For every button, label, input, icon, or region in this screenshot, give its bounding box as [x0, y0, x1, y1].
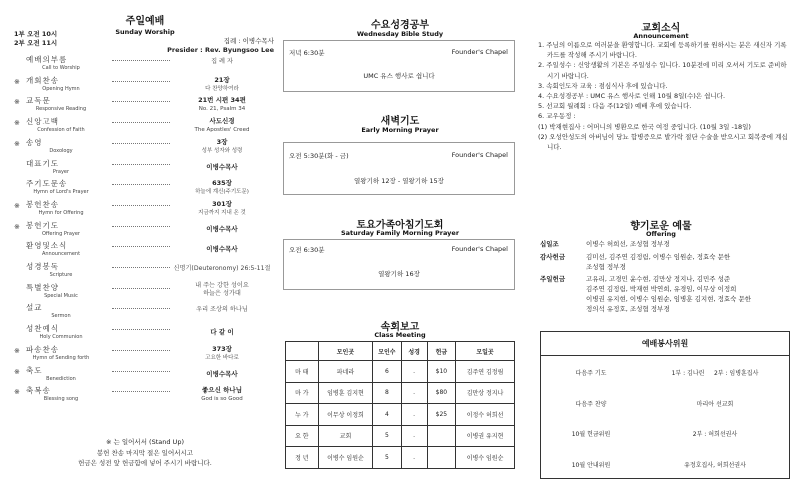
order-item — [14, 385, 276, 406]
class-header-cell: 모인곳 — [318, 342, 373, 361]
class-cell: 이무상 이정희 — [318, 404, 373, 426]
volunteer-row — [541, 417, 789, 448]
offering-title: 향기로운 예물 — [630, 221, 692, 232]
stand-mark: ※ — [14, 119, 20, 128]
class-cell: $10 — [427, 361, 455, 383]
order-title: 성찬예식 — [26, 324, 59, 334]
volunteer-names: 유정호집사, 허희선권사 — [684, 461, 746, 469]
order-detail: 우리 조상의 하나님 — [196, 306, 248, 314]
order-title: 대표기도 — [26, 158, 59, 168]
order-detail: 신명기(Deuteronomy) 26:5-11절 — [173, 265, 271, 272]
order-detail: 내 주는 강한 성이요 하늘은 성가대 — [195, 281, 249, 297]
leader-dots — [112, 308, 170, 309]
sunday-title: 주일예배 — [125, 16, 165, 27]
order-subtitle: Announcement — [41, 251, 81, 258]
presider-en: Presider : Rev. Byungsoo Lee — [167, 46, 274, 54]
announcement-item: (1) 박재현집사 : 어머니의 병환으로 한국 여정 중입니다. (10월 3일 -18일) — [538, 122, 751, 131]
service-time-1: 1부 오전 10시 — [14, 30, 58, 38]
class-cell: . — [401, 361, 427, 383]
order-subtitle: Hymn of Lord's Prayer — [33, 189, 89, 196]
order-title: 봉헌기도 — [26, 220, 59, 230]
morning-place: Founder's Chapel — [451, 151, 508, 159]
news-section — [530, 0, 792, 485]
announcement-item: 2. 주일성수 : 신앙생활의 기본은 주일성수 입니다. 10분전에 미리 오셔서 기도로 준비하시기 바랍니다. — [538, 61, 787, 80]
order-title: 예배의부름 — [26, 55, 68, 64]
wednesday-box — [283, 40, 515, 92]
order-title: 송영 — [26, 137, 43, 147]
table-row — [286, 382, 515, 404]
order-detail: No. 21, Psalm 34 — [198, 106, 246, 113]
order-detail: The Apostles' Creed — [194, 127, 250, 134]
offering-title-en: Offering — [646, 230, 676, 238]
saturday-place: Founder's Chapel — [451, 245, 508, 253]
announcement-item: 5. 선교회 월례회 : 다음 주(12일) 예배 후에 있습니다. — [538, 102, 692, 111]
morning-note: 열왕기하 12장 - 열왕기하 15장 — [354, 177, 444, 185]
morning-time: 오전 5:30분(화 - 금) — [289, 152, 349, 160]
offering-category: 감사헌금 — [540, 252, 566, 261]
class-cell: . — [401, 447, 427, 469]
volunteer-role: 10월 안내위원 — [571, 461, 611, 469]
order-value: 301장 — [212, 199, 232, 208]
footer-line-3: 헌금은 성전 앞 헌금함에 넣어 주시기 바랍니다. — [78, 459, 212, 467]
leader-dots — [112, 329, 170, 330]
order-item — [14, 116, 276, 137]
order-detail: 성부 성자와 성령 — [201, 147, 243, 154]
order-title: 환영및소식 — [26, 241, 68, 251]
leader-dots — [112, 101, 170, 102]
offering-names: 김미선, 김주연 김정림, 이병수 임원순, 정효숙 문한 조성협 정부경 — [586, 252, 731, 271]
order-item — [14, 344, 276, 365]
order-detail: 하늘에 계신(주기도문) — [195, 189, 249, 196]
class-cell: 정 년 — [286, 447, 319, 469]
order-subtitle: Holy Communion — [39, 334, 83, 341]
class-cell: 교회 — [318, 425, 373, 447]
class-cell: 이정수 허희선 — [456, 404, 515, 426]
leader-dots — [112, 122, 170, 123]
order-item — [14, 75, 276, 96]
order-title: 봉헌찬송 — [26, 199, 59, 209]
class-cell: 이병수 임원순 — [318, 447, 373, 469]
class-cell: 이병권 유지현 — [456, 425, 515, 447]
volunteer-role: 다음주 기도 — [575, 370, 607, 377]
order-title: 축복송 — [26, 386, 51, 396]
class-cell: . — [401, 425, 427, 447]
offering-category: 십일조 — [540, 240, 559, 248]
order-item — [14, 365, 276, 386]
class-meeting-table — [285, 341, 515, 469]
order-title: 파송찬송 — [26, 344, 59, 354]
order-item — [14, 199, 276, 220]
class-cell: . — [401, 382, 427, 404]
order-item — [14, 54, 276, 75]
sunday-title-en: Sunday Worship — [115, 28, 175, 36]
saturday-title: 토요가족아침기도회 — [356, 220, 444, 231]
order-title: 개회찬송 — [26, 75, 59, 85]
order-detail: God is so Good — [201, 396, 243, 403]
order-value: 좋으신 하나님 — [202, 386, 242, 395]
order-subtitle: Prayer — [52, 168, 70, 175]
order-title: 교독문 — [26, 96, 51, 106]
order-item — [14, 158, 276, 179]
volunteer-role: 10월 헌금위원 — [571, 431, 611, 438]
table-row — [286, 404, 515, 426]
order-value: 635장 — [212, 179, 232, 188]
announcement-item: 6. 교우동정 : — [538, 112, 576, 121]
class-cell: 8 — [373, 382, 401, 404]
stand-mark: ※ — [14, 139, 20, 148]
wednesday-note: UMC 유스 행사로 쉽니다 — [363, 72, 435, 80]
order-value: 사도신경 — [209, 117, 235, 126]
order-value: 이병수목사 — [206, 162, 238, 171]
order-value: 21장 — [214, 75, 230, 84]
class-meeting-title-en: Class Meeting — [374, 331, 426, 339]
announcement-title: 교회소식 — [641, 23, 681, 34]
order-value: 이병수목사 — [206, 369, 238, 378]
class-meeting-title: 속회보고 — [380, 322, 420, 333]
class-cell: 이병수 임원순 — [456, 447, 515, 469]
announcement-list — [538, 40, 790, 152]
class-cell: 임병훈 김지현 — [318, 382, 373, 404]
leader-dots — [112, 226, 170, 227]
leader-dots — [112, 184, 170, 185]
order-subtitle: Call to Worship — [42, 65, 80, 71]
saturday-note: 열왕기하 16장 — [378, 270, 420, 278]
class-cell: 요 한 — [286, 425, 319, 447]
offering-category: 주일헌금 — [540, 275, 566, 284]
offering-names: 고유리, 고경민 윤수현, 김만상 정지나, 김민주 성준 김주연 김정림, 박재현 박연희, 유경임, 이무상 이정희 이병권 유지현, 이병수 임원순, 임병훈 김지현, 정효숙 문한 정의석 유정호, 조성협 정부경 — [586, 275, 752, 313]
announcement-title-en: Announcement — [633, 32, 689, 40]
class-cell — [427, 425, 455, 447]
stand-mark: ※ — [14, 98, 20, 107]
volunteer-row — [541, 356, 789, 387]
stand-mark: ※ — [14, 388, 20, 397]
order-title: 축도 — [26, 365, 43, 375]
order-title: 신앙고백 — [26, 117, 59, 127]
saturday-title-en: Saturday Family Morning Prayer — [340, 229, 460, 237]
class-cell: . — [401, 404, 427, 426]
order-title: 주기도문송 — [26, 179, 68, 189]
volunteer-row — [541, 448, 789, 479]
class-header-cell: 모일곳 — [456, 342, 515, 361]
order-subtitle: Confession of Faith — [37, 127, 85, 134]
leader-dots — [112, 350, 170, 351]
class-cell: 6 — [373, 361, 401, 383]
morning-title: 새벽기도 — [380, 116, 420, 127]
offering-names: 이병수 허희선, 조성협 정부경 — [586, 240, 670, 248]
table-row — [286, 425, 515, 447]
wednesday-title-en: Wednesday Bible Study — [356, 30, 444, 38]
class-cell: 4 — [373, 404, 401, 426]
order-subtitle: Offering Prayer — [42, 230, 80, 237]
wednesday-title: 수요성경공부 — [371, 20, 429, 31]
order-title: 설교 — [26, 303, 43, 313]
service-time-2: 2부 오전 11시 — [14, 39, 58, 47]
order-detail: 집 례 자 — [211, 58, 233, 65]
volunteer-role: 다음주 찬양 — [575, 400, 607, 408]
class-cell: 5 — [373, 425, 401, 447]
leader-dots — [112, 371, 170, 372]
announcement-item: (2) 오성안성도의 아버님이 당뇨 합병증으로 발가락 절단 수술을 받으시고 회복중에 계십니다. — [538, 132, 788, 152]
class-cell: 파네라 — [318, 361, 373, 383]
leader-dots — [112, 267, 170, 268]
class-cell: $25 — [427, 404, 455, 426]
class-cell: 김만상 정지나 — [456, 382, 515, 404]
leader-dots — [112, 246, 170, 247]
class-cell: 5 — [373, 447, 401, 469]
order-subtitle: Responsive Reading — [35, 106, 87, 113]
order-item — [14, 261, 276, 282]
leader-dots — [112, 288, 170, 289]
order-value: 이병수목사 — [206, 245, 238, 254]
announcement-item: 1. 주님의 이름으로 여러분을 환영합니다. 교회에 등록하기를 원하시는 분은 새신자 기록카드를 작성해 주시기 바랍니다. — [538, 41, 787, 60]
leader-dots — [112, 205, 170, 206]
morning-title-en: Early Morning Prayer — [361, 126, 439, 134]
order-detail: 고요한 바다로 — [205, 354, 239, 361]
order-item — [14, 240, 276, 261]
stand-mark: ※ — [14, 77, 20, 86]
class-cell: $80 — [427, 382, 455, 404]
class-cell: 마 태 — [286, 361, 319, 383]
order-item — [14, 282, 276, 303]
volunteer-names: 2부 : 허희선권사 — [692, 431, 738, 438]
wednesday-time: 저녁 6:30분 — [289, 49, 325, 57]
volunteer-names: 마리아 선교회 — [696, 400, 734, 408]
footer-line-1: ※ 는 일어서서 (Stand Up) — [106, 438, 184, 446]
stand-mark: ※ — [14, 367, 20, 376]
order-subtitle: Special Music — [44, 292, 78, 299]
class-header-cell — [286, 342, 319, 361]
order-subtitle: Scripture — [49, 272, 73, 278]
sunday-worship-section — [14, 0, 276, 485]
volunteer-row — [541, 387, 789, 418]
wednesday-place: Founder's Chapel — [451, 48, 508, 56]
footer-line-2: 봉헌 찬송 마지막 절은 일어서시고 — [96, 448, 194, 457]
presider — [167, 37, 274, 55]
order-value: 21번 시편 34편 — [198, 96, 246, 105]
announcement-item: 4. 수요성경공부 : UMC 유스 행사로 인해 10월 8일(수)은 쉽니다. — [538, 92, 726, 101]
leader-dots — [112, 164, 170, 165]
class-cell: 누 가 — [286, 404, 319, 426]
leader-dots — [112, 81, 170, 82]
table-row — [286, 447, 515, 469]
order-subtitle: Doxology — [49, 147, 73, 154]
order-item — [14, 302, 276, 323]
service-times — [14, 30, 57, 48]
order-value: 이병수목사 — [206, 224, 238, 233]
stand-mark: ※ — [14, 201, 20, 210]
leader-dots — [112, 143, 170, 144]
class-cell: 김주연 김정림 — [456, 361, 515, 383]
order-value: 373장 — [212, 344, 232, 353]
order-title: 특별찬양 — [26, 282, 59, 292]
stand-mark: ※ — [14, 346, 20, 355]
leader-dots — [112, 391, 170, 392]
sunday-footer — [14, 437, 276, 469]
stand-mark: ※ — [14, 222, 20, 231]
saturday-box — [283, 239, 515, 290]
offering-row — [540, 275, 790, 314]
order-value: 3장 — [216, 137, 228, 146]
offering-row — [540, 253, 790, 273]
saturday-time: 오전 6:30분 — [289, 246, 325, 254]
order-item — [14, 178, 276, 199]
class-header-cell: 모인수 — [373, 342, 401, 361]
leader-dots — [112, 60, 170, 61]
order-subtitle: Hymn of Sending forth — [32, 354, 90, 361]
order-item — [14, 95, 276, 116]
presider-ko: 집례 : 이병수목사 — [223, 37, 274, 45]
class-cell — [427, 447, 455, 469]
volunteer-table — [540, 331, 790, 479]
class-cell: 마 가 — [286, 382, 319, 404]
morning-box — [283, 142, 515, 195]
table-row — [286, 361, 515, 383]
order-subtitle: Sermon — [51, 313, 71, 320]
class-header-cell: 헌금 — [427, 342, 455, 361]
order-value: 다 같 이 — [210, 328, 234, 337]
order-item — [14, 137, 276, 158]
offering-row — [540, 240, 790, 250]
weekday-section — [280, 0, 520, 485]
order-subtitle: Hymn for Offering — [38, 209, 84, 216]
order-subtitle: Opening Hymn — [42, 85, 80, 92]
order-title: 성경봉독 — [26, 262, 59, 271]
volunteer-title: 예배봉사위원 — [541, 332, 789, 356]
volunteer-names: 1부 : 김나린 2부 : 임병훈집사 — [671, 370, 759, 377]
order-item — [14, 323, 276, 344]
order-subtitle: Benediction — [46, 375, 76, 382]
announcement-item: 3. 속회인도자 교육 : 점심식사 후에 있습니다. — [538, 81, 668, 90]
order-detail: 다 찬양하여라 — [205, 85, 239, 92]
order-item — [14, 220, 276, 241]
class-header-cell: 성경 — [401, 342, 427, 361]
order-detail: 지금까지 지내 온 것 — [198, 209, 246, 216]
offering-list — [540, 240, 790, 318]
order-subtitle: Blessing song — [43, 396, 79, 403]
